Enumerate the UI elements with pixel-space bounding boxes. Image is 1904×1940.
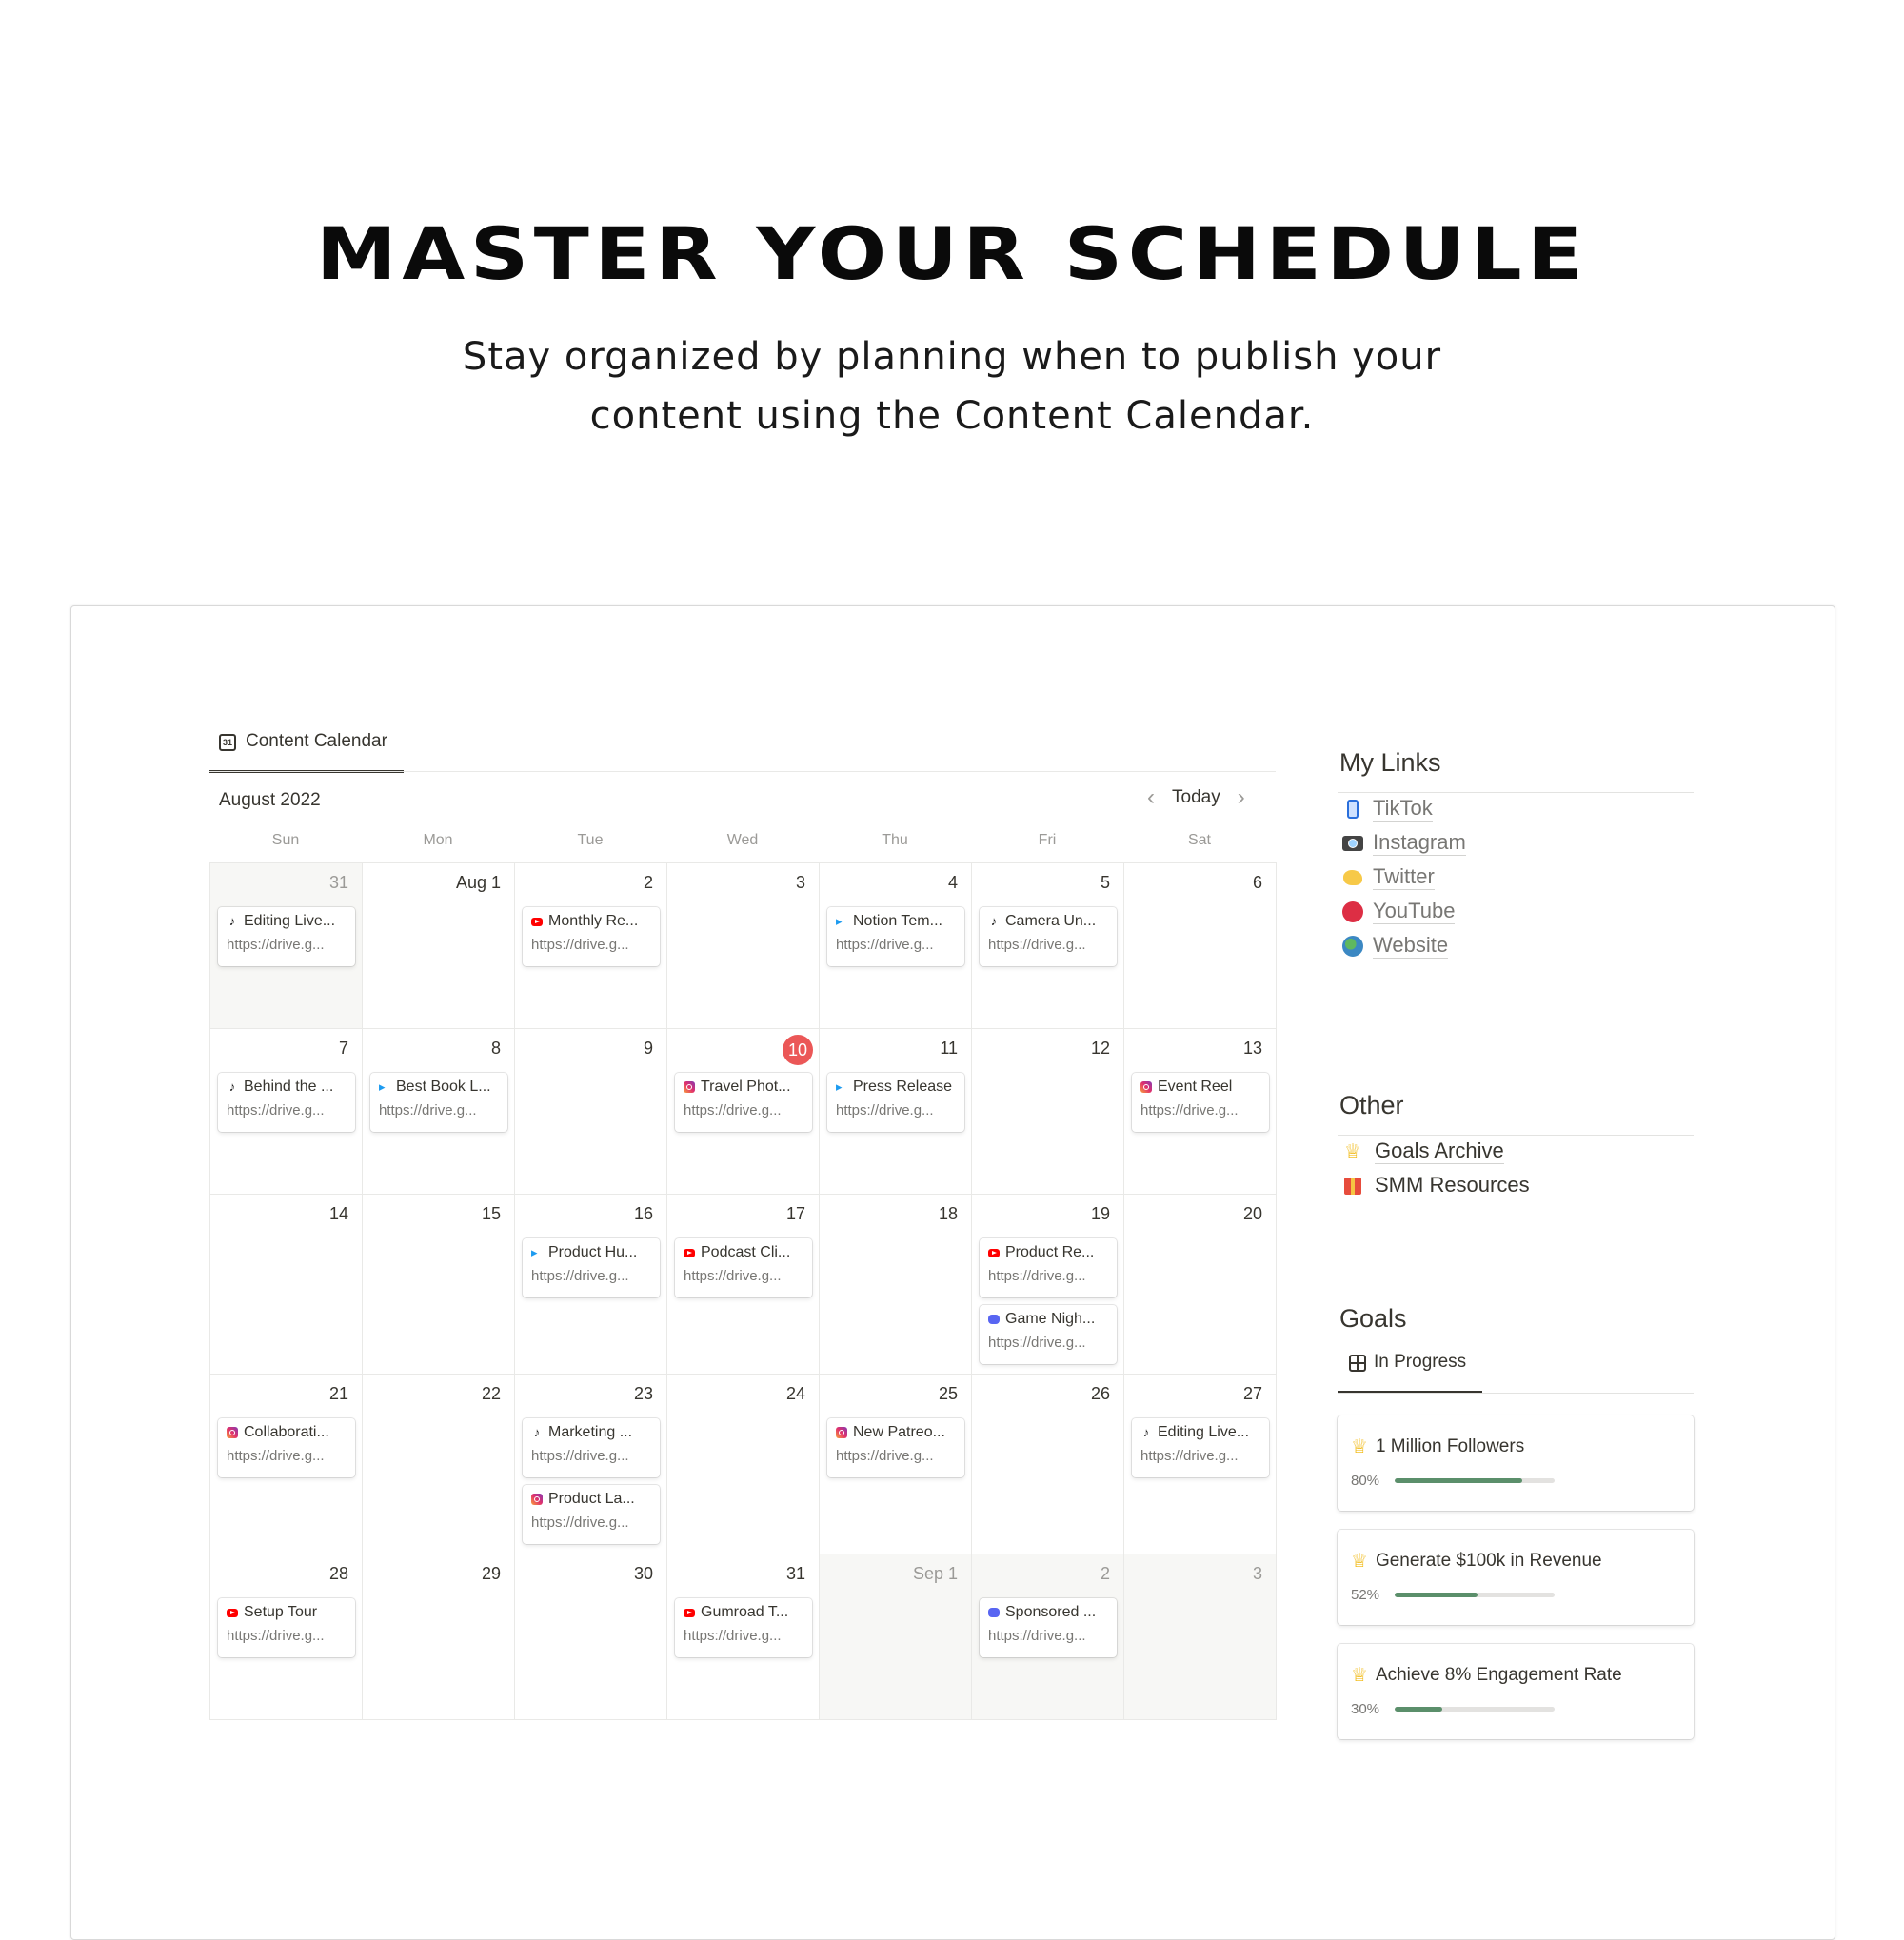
other-label: SMM Resources [1375, 1173, 1530, 1197]
hero-subtitle-line-2: content using the Content Calendar. [589, 394, 1315, 438]
day-number [523, 1560, 661, 1589]
day-number [675, 1200, 813, 1229]
day-number-text: 25 [938, 1384, 958, 1403]
twitter-icon: ▸ [836, 1079, 843, 1094]
my-links-heading: My Links [1339, 748, 1441, 777]
event-title-text: Setup Tour [244, 1604, 318, 1620]
event-url: https://drive.g... [836, 937, 934, 953]
event-url: https://drive.g... [684, 1102, 782, 1118]
goal-title [1351, 1435, 1524, 1458]
youtube-icon [684, 1609, 695, 1617]
day-number [218, 1035, 356, 1063]
gift-icon [1342, 1178, 1363, 1195]
hero-subtitle-line-1: Stay organized by planning when to publish your [462, 335, 1442, 379]
calendar-day-cell[interactable] [210, 863, 363, 1029]
day-number [980, 1200, 1118, 1229]
day-number-text: 19 [1090, 1204, 1110, 1223]
day-number-text: 10 [783, 1035, 813, 1065]
calendar-day-cell[interactable] [363, 1375, 515, 1554]
event-url: https://drive.g... [227, 937, 325, 953]
event-url: https://drive.g... [531, 1514, 629, 1531]
calendar-day-cell[interactable] [667, 1195, 820, 1375]
event-title [836, 1079, 957, 1096]
day-number-text: 5 [1100, 873, 1110, 892]
event-title [227, 1424, 347, 1441]
day-number [370, 1035, 508, 1063]
calendar-icon: 31 [219, 734, 236, 751]
event-title-text: Marketing ... [548, 1424, 633, 1440]
event-card[interactable] [523, 1238, 660, 1297]
calendar-day-cell[interactable] [820, 1029, 972, 1195]
calendar-day-cell[interactable] [820, 1375, 972, 1554]
calendar-day-cell[interactable] [515, 1375, 667, 1554]
calendar-day-cell[interactable] [972, 1029, 1124, 1195]
event-title-text: Monthly Re... [548, 913, 639, 929]
event-title-text: Editing Live... [244, 913, 336, 929]
event-title-text: Product Hu... [548, 1244, 638, 1260]
calendar-day-cell[interactable] [515, 863, 667, 1029]
chevron-left-icon[interactable]: ‹ [1147, 784, 1155, 810]
chevron-right-icon[interactable]: › [1237, 784, 1245, 810]
discord-icon [988, 1608, 1000, 1617]
day-number [827, 1560, 965, 1589]
day-number [523, 1380, 661, 1409]
event-card[interactable] [980, 1305, 1117, 1364]
event-card[interactable] [1132, 1418, 1269, 1477]
goal-card[interactable] [1338, 1415, 1694, 1511]
calendar-day-cell[interactable] [210, 1195, 363, 1375]
calendar-day-cell[interactable] [667, 1554, 820, 1720]
calendar-day-cell[interactable] [1124, 1375, 1277, 1554]
day-number-text: 13 [1242, 1039, 1262, 1058]
progress-bar [1395, 1593, 1555, 1597]
goal-percent: 30% [1351, 1701, 1380, 1717]
goal-card[interactable] [1338, 1644, 1694, 1739]
calendar-day-cell[interactable] [1124, 1195, 1277, 1375]
event-title-text: Editing Live... [1158, 1424, 1250, 1440]
day-number-text: 15 [481, 1204, 501, 1223]
calendar-day-cell[interactable] [820, 1195, 972, 1375]
day-number [980, 1035, 1118, 1063]
goals-tab-label: In Progress [1374, 1352, 1467, 1372]
goal-card[interactable] [1338, 1530, 1694, 1625]
day-number [218, 1560, 356, 1589]
event-title [531, 1424, 652, 1441]
event-url: https://drive.g... [836, 1102, 934, 1118]
weekday-label: Sat [1187, 832, 1211, 848]
event-title [988, 913, 1109, 930]
other-label: Goals Archive [1375, 1138, 1504, 1162]
progress-bar [1395, 1478, 1555, 1483]
instagram-icon [836, 1427, 847, 1438]
day-number-text: 17 [785, 1204, 805, 1223]
calendar-day-cell[interactable] [820, 863, 972, 1029]
calendar-day-cell[interactable] [820, 1554, 972, 1720]
event-title [988, 1604, 1109, 1621]
event-card[interactable] [218, 907, 355, 966]
day-number [827, 1035, 965, 1063]
event-url: https://drive.g... [227, 1448, 325, 1464]
other-item-1[interactable] [1342, 1173, 1530, 1198]
globe-icon [1342, 936, 1363, 957]
tiktok-icon: ♪ [228, 1079, 236, 1094]
youtube-icon [227, 1609, 238, 1617]
day-number-text: 24 [785, 1384, 805, 1403]
goals-divider [1338, 1393, 1694, 1394]
day-number-text: 31 [785, 1564, 805, 1583]
other-heading: Other [1339, 1091, 1404, 1119]
trophy-icon: ♕ [1351, 1665, 1368, 1686]
day-number [980, 869, 1118, 898]
event-title-text: Event Reel [1158, 1079, 1233, 1095]
event-title-text: Best Book L... [396, 1079, 491, 1095]
day-number-text: 16 [633, 1204, 653, 1223]
calendar-day-cell[interactable] [972, 1375, 1124, 1554]
day-number-text: 2 [643, 873, 653, 892]
event-title [531, 1244, 652, 1261]
day-number [218, 1380, 356, 1409]
calendar-day-cell[interactable] [1124, 1554, 1277, 1720]
event-url: https://drive.g... [836, 1448, 934, 1464]
event-title-text: Notion Tem... [853, 913, 942, 929]
calendar-day-cell[interactable] [210, 1029, 363, 1195]
goal-title-text: Generate $100k in Revenue [1375, 1550, 1602, 1571]
weekday-label: Wed [726, 832, 759, 848]
day-number-text: 20 [1242, 1204, 1262, 1223]
red-circle-icon-shape [1342, 901, 1363, 922]
link-instagram[interactable] [1342, 830, 1466, 856]
weekday-label: Thu [882, 832, 908, 848]
event-url: https://drive.g... [227, 1102, 325, 1118]
link-label: YouTube [1373, 899, 1456, 922]
event-title [227, 913, 347, 930]
twitter-icon: ▸ [531, 1245, 538, 1259]
event-title [531, 1491, 652, 1508]
day-number [675, 869, 813, 898]
tab-in-progress[interactable] [1338, 1352, 1482, 1394]
calendar-day-cell[interactable] [1124, 863, 1277, 1029]
gift-shape [1344, 1178, 1361, 1195]
youtube-icon [531, 918, 543, 926]
day-number [1132, 1200, 1270, 1229]
event-card[interactable] [218, 1073, 355, 1132]
event-title [836, 913, 957, 930]
day-number [827, 1200, 965, 1229]
event-title [836, 1424, 957, 1441]
weekday-label: Tue [577, 832, 604, 848]
camera-icon [1342, 836, 1363, 851]
day-number-text: 4 [947, 873, 958, 892]
trophy-icon: ♕ [1351, 1436, 1368, 1457]
event-title-text: Collaborati... [244, 1424, 329, 1440]
calendar-month: August 2022 [219, 790, 321, 810]
event-title [988, 1244, 1109, 1261]
goal-percent: 80% [1351, 1473, 1380, 1489]
progress-bar [1395, 1707, 1555, 1712]
day-number-text: 30 [633, 1564, 653, 1583]
event-card[interactable] [523, 1485, 660, 1544]
instagram-icon [227, 1427, 238, 1438]
today-date-badge [675, 1035, 813, 1063]
day-number-text: 7 [338, 1039, 348, 1058]
calendar-day-cell[interactable] [363, 1029, 515, 1195]
calendar-day-cell[interactable] [363, 863, 515, 1029]
bird-icon [1342, 870, 1363, 885]
tab-content-calendar[interactable] [209, 731, 404, 773]
event-title-text: Camera Un... [1005, 913, 1097, 929]
event-url: https://drive.g... [988, 1628, 1086, 1644]
event-title [1140, 1079, 1261, 1096]
event-url: https://drive.g... [988, 1335, 1086, 1351]
weekday-label: Fri [1038, 832, 1057, 848]
event-title-text: Podcast Cli... [701, 1244, 791, 1260]
event-title-text: Sponsored ... [1005, 1604, 1097, 1620]
goal-title-text: 1 Million Followers [1375, 1435, 1525, 1456]
calendar-nav [1147, 786, 1245, 809]
weekday-label: Mon [423, 832, 453, 848]
bird-icon-shape [1343, 870, 1362, 885]
twitter-icon: ▸ [379, 1079, 386, 1094]
instagram-icon [531, 1494, 543, 1505]
calendar-day-cell[interactable] [363, 1195, 515, 1375]
event-title-text: Travel Phot... [701, 1079, 791, 1095]
event-url: https://drive.g... [531, 1448, 629, 1464]
event-card[interactable] [980, 907, 1117, 966]
calendar-day-cell[interactable] [972, 1195, 1124, 1375]
day-number [523, 1035, 661, 1063]
progress-fill [1395, 1478, 1522, 1483]
day-number [1132, 869, 1270, 898]
instagram-icon [684, 1081, 695, 1093]
calendar-day-cell[interactable] [515, 1195, 667, 1375]
link-label: Twitter [1373, 864, 1435, 888]
other-divider [1338, 1135, 1694, 1136]
day-number-text: Sep 1 [912, 1564, 958, 1583]
trophy-glyph: ♕ [1344, 1140, 1361, 1162]
calendar-grid [209, 862, 1277, 1720]
calendar-day-cell[interactable] [515, 1029, 667, 1195]
youtube-icon [988, 1249, 1000, 1257]
day-number [675, 1560, 813, 1589]
day-number-text: 26 [1090, 1384, 1110, 1403]
day-number [523, 1200, 661, 1229]
day-number [980, 1560, 1118, 1589]
weekday-label: Sun [271, 832, 300, 848]
day-number-text: 3 [795, 873, 805, 892]
day-number [980, 1380, 1118, 1409]
event-url: https://drive.g... [684, 1628, 782, 1644]
day-number [370, 869, 508, 898]
day-number [370, 1560, 508, 1589]
event-card[interactable] [1132, 1073, 1269, 1132]
event-title [379, 1079, 500, 1096]
day-number-text: 22 [481, 1384, 501, 1403]
red-circle-icon [1342, 901, 1363, 922]
event-title [531, 913, 652, 930]
hero-subtitle [0, 327, 1904, 445]
day-number [370, 1380, 508, 1409]
calendar-day-cell[interactable] [667, 863, 820, 1029]
event-url: https://drive.g... [1140, 1102, 1239, 1118]
weekday-header [209, 832, 1276, 849]
link-website[interactable] [1342, 933, 1448, 959]
link-label: Instagram [1373, 830, 1466, 854]
event-card[interactable] [827, 1418, 964, 1477]
link-label: Website [1373, 933, 1449, 957]
event-url: https://drive.g... [531, 937, 629, 953]
event-title-text: Game Nigh... [1005, 1311, 1096, 1327]
event-card[interactable] [675, 1073, 812, 1132]
event-url: https://drive.g... [379, 1102, 477, 1118]
event-url: https://drive.g... [227, 1628, 325, 1644]
calendar-day-cell[interactable] [972, 1554, 1124, 1720]
event-card[interactable] [218, 1598, 355, 1657]
event-title [684, 1604, 804, 1621]
event-title [684, 1079, 804, 1096]
event-card[interactable] [827, 907, 964, 966]
day-number [1132, 1035, 1270, 1063]
event-url: https://drive.g... [988, 937, 1086, 953]
goal-title [1351, 1663, 1622, 1687]
link-youtube[interactable] [1342, 899, 1455, 924]
event-card[interactable] [675, 1238, 812, 1297]
day-number-text: 3 [1252, 1564, 1262, 1583]
camera-icon-shape [1342, 836, 1363, 851]
link-tiktok[interactable] [1342, 796, 1433, 822]
event-card[interactable] [218, 1418, 355, 1477]
day-number-text: 28 [328, 1564, 348, 1583]
event-card[interactable] [523, 907, 660, 966]
day-number-text: 18 [938, 1204, 958, 1223]
event-url: https://drive.g... [1140, 1448, 1239, 1464]
event-title-text: Product La... [548, 1491, 635, 1507]
event-title [1140, 1424, 1261, 1441]
goal-title-text: Achieve 8% Engagement Rate [1375, 1664, 1622, 1685]
event-url: https://drive.g... [684, 1268, 782, 1284]
other-item-0[interactable] [1342, 1138, 1504, 1164]
event-card[interactable] [675, 1598, 812, 1657]
event-card[interactable] [980, 1238, 1117, 1297]
event-title-text: Behind the ... [244, 1079, 334, 1095]
event-title [988, 1311, 1109, 1328]
tab-divider [209, 771, 1276, 772]
event-title [684, 1244, 804, 1261]
goals-heading: Goals [1339, 1304, 1407, 1333]
day-number-text: 23 [633, 1384, 653, 1403]
calendar-day-cell[interactable] [210, 1375, 363, 1554]
calendar-day-cell[interactable] [210, 1554, 363, 1720]
day-number [218, 1200, 356, 1229]
event-title [227, 1604, 347, 1621]
calendar-day-cell[interactable] [515, 1554, 667, 1720]
calendar-day-cell[interactable] [667, 1375, 820, 1554]
day-number [675, 1380, 813, 1409]
day-number-text: 12 [1090, 1039, 1110, 1058]
day-number-text: 11 [940, 1039, 958, 1058]
globe-icon-shape [1342, 936, 1363, 957]
event-title [227, 1079, 347, 1096]
goal-title [1351, 1549, 1602, 1573]
day-number-text: 14 [328, 1204, 348, 1223]
calendar-day-cell[interactable] [667, 1029, 820, 1195]
phone-icon [1342, 800, 1363, 819]
phone-icon-shape [1347, 800, 1359, 819]
tab-label: Content Calendar [246, 731, 387, 751]
tiktok-icon: ♪ [228, 914, 236, 928]
day-number [218, 869, 356, 898]
event-card[interactable] [980, 1598, 1117, 1657]
event-card[interactable] [523, 1418, 660, 1477]
link-label: TikTok [1373, 796, 1433, 820]
calendar-day-cell[interactable] [972, 863, 1124, 1029]
calendar-day-cell[interactable] [363, 1554, 515, 1720]
day-number-text: 8 [490, 1039, 501, 1058]
day-number-text: Aug 1 [455, 873, 501, 892]
discord-icon [988, 1315, 1000, 1324]
event-url: https://drive.g... [988, 1268, 1086, 1284]
youtube-icon [684, 1249, 695, 1257]
day-number [523, 869, 661, 898]
event-card[interactable] [370, 1073, 507, 1132]
progress-fill [1395, 1707, 1442, 1712]
trophy-icon: ♕ [1351, 1551, 1368, 1572]
day-number-text: 21 [328, 1384, 348, 1403]
day-number-text: 9 [643, 1039, 653, 1058]
goal-percent: 52% [1351, 1587, 1380, 1603]
day-number-text: 6 [1252, 873, 1262, 892]
today-button[interactable]: Today [1172, 787, 1220, 807]
twitter-icon: ▸ [836, 914, 843, 928]
progress-fill [1395, 1593, 1478, 1597]
day-number [370, 1200, 508, 1229]
day-number-text: 31 [328, 873, 348, 892]
event-card[interactable] [827, 1073, 964, 1132]
hero-title: MASTER YOUR SCHEDULE [316, 211, 1588, 296]
day-number [827, 1380, 965, 1409]
day-number [827, 869, 965, 898]
trophy-icon [1342, 1141, 1363, 1162]
event-url: https://drive.g... [531, 1268, 629, 1284]
links-divider [1338, 792, 1694, 793]
instagram-icon [1140, 1081, 1152, 1093]
event-title-text: Gumroad T... [701, 1604, 789, 1620]
tiktok-icon: ♪ [1142, 1425, 1150, 1439]
day-number [1132, 1380, 1270, 1409]
day-number [1132, 1560, 1270, 1589]
tiktok-icon: ♪ [990, 914, 998, 928]
day-number-text: 27 [1242, 1384, 1262, 1403]
link-twitter[interactable] [1342, 864, 1435, 890]
event-title-text: New Patreo... [853, 1424, 945, 1440]
day-number-text: 29 [481, 1564, 501, 1583]
event-title-text: Product Re... [1005, 1244, 1095, 1260]
calendar-day-cell[interactable] [1124, 1029, 1277, 1195]
day-number-text: 2 [1100, 1564, 1110, 1583]
gallery-icon [1349, 1355, 1366, 1372]
event-title-text: Press Release [853, 1079, 953, 1095]
tiktok-icon: ♪ [533, 1425, 541, 1439]
